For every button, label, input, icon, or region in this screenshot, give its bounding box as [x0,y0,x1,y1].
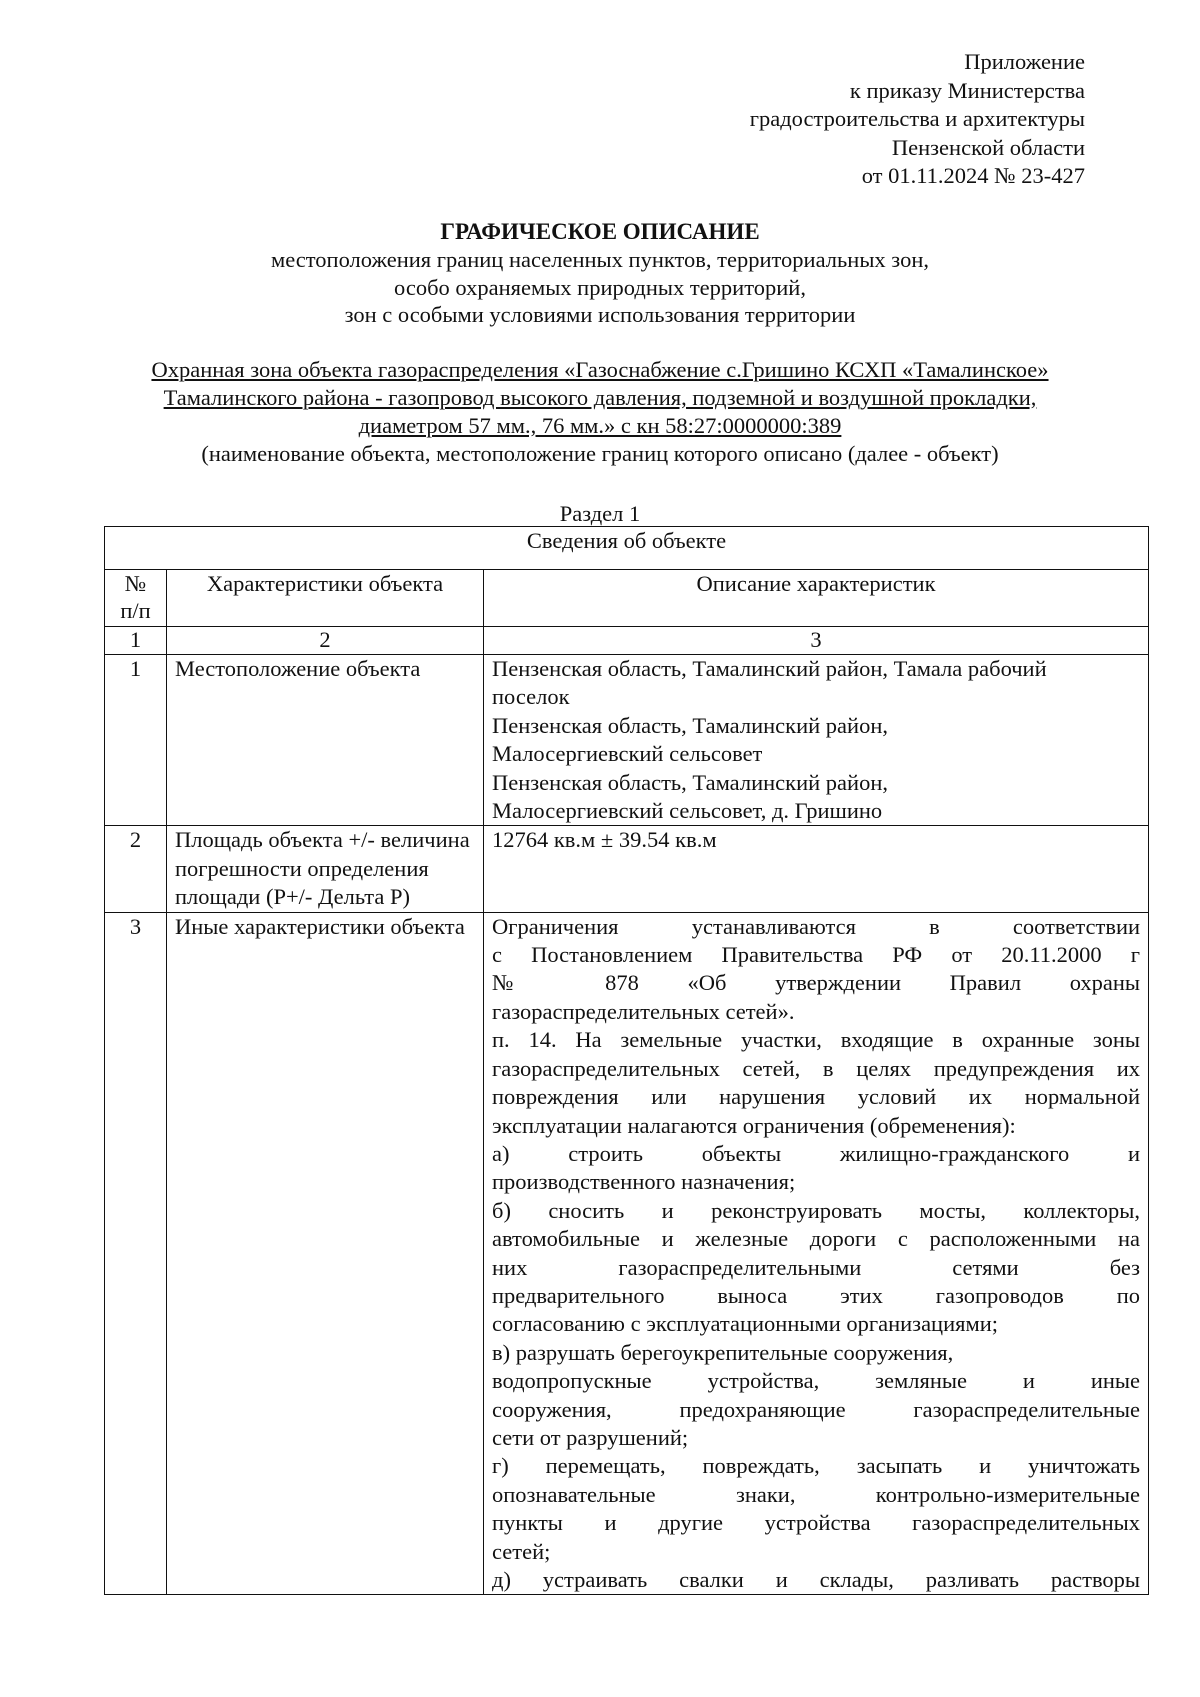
characteristic-line: погрешности определения [175,855,429,881]
column-header-number [105,570,167,627]
description-line: газораспределительных сетей, в целях предупреждения их [492,1055,1141,1081]
description-line: б) сносить и реконструировать мосты, коллекторы, [492,1197,1141,1223]
description-line: сетей; [492,1538,551,1564]
table-caption-row [105,527,1149,570]
description-line: газораспределительных сетей». [492,998,795,1024]
description-line: г) перемещать, повреждать, засыпать и уничтожать [492,1453,1141,1479]
row-number: 1 [105,655,167,826]
description-line: Пензенская область, Тамалинский район, [492,769,888,795]
description-line: эксплуатации налагаются ограничения (обременения): [492,1112,1016,1138]
table-row [105,826,1149,912]
description-line: поселок [492,684,570,710]
column-header-description: Описание характеристик [484,570,1149,627]
row-description [484,912,1149,1595]
row-description [484,655,1149,826]
object-info-table [104,526,1149,1595]
subtitle-line: местоположения границ населенных пунктов, территориальных зон, [271,247,929,272]
description-line: автомобильные и железные дороги с расположенными на [492,1226,1141,1252]
description-line: с Постановлением Правительства РФ от 20.11.2000 г [492,942,1141,968]
table-row [105,655,1149,826]
description-line: водопропускные устройства, земляные и иные [492,1368,1141,1394]
object-name-line: Тамалинского района - газопровод высокого давления, подземной и воздушной прокладки, [163,385,1037,410]
appendix-note [750,48,1085,191]
description-line: д) устраивать свалки и склады, разливать растворы [492,1567,1141,1592]
description-line: Пензенская область, Тамалинский район, Тамала рабочий [492,656,1047,681]
subtitle-line: особо охраняемых природных территорий, [394,274,806,300]
column-index: 1 [105,627,167,655]
object-name [100,356,1100,440]
document-title: ГРАФИЧЕСКОЕ ОПИСАНИЕ [440,219,760,244]
description-line: повреждения или нарушения условий их нормальной [492,1084,1141,1110]
table-index-row [105,627,1149,655]
column-header-characteristic: Характеристики объекта [167,570,484,627]
characteristic-line: Площадь объекта +/- величина [175,827,470,853]
description-line: п. 14. На земельные участки, входящие в охранные зоны [492,1027,1141,1053]
description-line: предварительного выноса этих газопроводов по [492,1282,1141,1308]
description-line: Малосергиевский сельсовет, д. Гришино [492,798,883,824]
description-line: сооружения, предохраняющие газораспределительные [492,1396,1141,1422]
description-line: Ограничения устанавливаются в соответствии [492,913,1141,939]
row-number: 3 [105,912,167,1595]
table-caption: Сведения об объекте [105,527,1149,570]
characteristic-line: площади (Р+/- Дельта Р) [175,884,410,910]
description-line: Малосергиевский сельсовет [492,741,763,767]
description-line: в) разрушать берегоукрепительные сооружения, [492,1339,954,1365]
object-name-line: Охранная зона объекта газораспределения «Газоснабжение с.Гришино КСХП «Тамалинское» [151,357,1049,382]
description-line: а) строить объекты жилищно-гражданского и [492,1140,1141,1166]
column-header-number-text: № п/п [120,571,151,623]
appendix-line: к приказу Министерства [849,77,1085,103]
description-line: № 878 «Об утверждении Правил охраны [492,970,1141,996]
row-characteristic [167,826,484,912]
appendix-line: от 01.11.2024 № 23-427 [861,163,1085,188]
object-block [100,356,1100,468]
object-name-line: диаметром 57 мм., 76 мм.» с кн 58:27:0000000:389 [358,413,842,438]
title-block [100,218,1100,329]
row-description: 12764 кв.м ± 39.54 кв.м [484,826,1149,912]
description-line: сети от разрушений; [492,1424,689,1450]
row-characteristic: Местоположение объекта [167,655,484,826]
document-subtitle [100,246,1100,329]
description-line: согласованию с эксплуатационными организациями; [492,1311,999,1337]
column-index: 3 [484,627,1149,655]
description-line: производственного назначения; [492,1169,796,1195]
subtitle-line: зон с особыми условиями использования территории [344,302,856,327]
table-row [105,912,1149,1595]
section-label: Раздел 1 [559,501,641,526]
row-number: 2 [105,826,167,912]
description-line: них газораспределительными сетями без [492,1254,1141,1280]
description-line: Пензенская область, Тамалинский район, [492,712,888,738]
description-line: пункты и другие устройства газораспределительных [492,1510,1141,1536]
description-line: опознавательные знаки, контрольно-измерительные [492,1481,1141,1507]
table-header-row [105,570,1149,627]
appendix-line: градостроительства и архитектуры [749,106,1085,131]
column-index: 2 [167,627,484,655]
object-caption: (наименование объекта, местоположение границ которого описано (далее - объект) [201,441,999,466]
appendix-line: Пензенской области [891,134,1085,160]
appendix-line: Приложение [964,49,1085,74]
row-characteristic: Иные характеристики объекта [167,912,484,1595]
